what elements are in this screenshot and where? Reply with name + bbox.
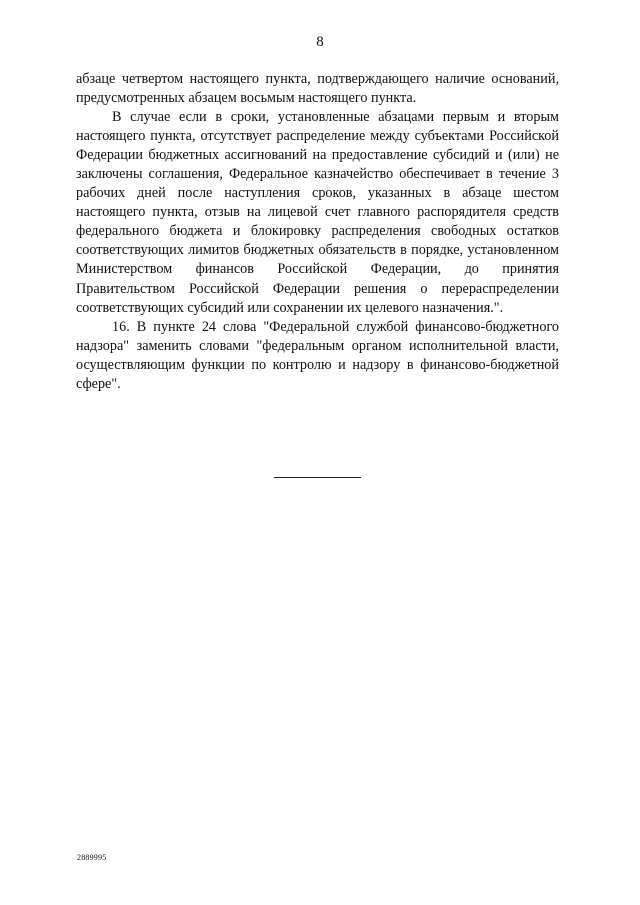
paragraph-item-16: 16. В пункте 24 слова "Федеральной службой финансово-бюджетного надзора" заменить словами "федеральным органом исполнительной власти, осуществляющим функции по контролю и надзору в финансово-бюджетной сфере". <box>76 318 559 392</box>
paragraph-continuation: абзаце четвертом настоящего пункта, подтверждающего наличие оснований, предусмотренных абзацем восьмым настоящего пункта. <box>76 71 559 107</box>
paragraph-treasury-provision: В случае если в сроки, установленные абзацами первым и вторым настоящего пункта, отсутствует распределение между субъектами Российской Федерации бюджетных ассигнований на предоставление субсидий и (или) не заключены соглашения, Федеральное казначейство обеспечивает в течение 3 рабочих дней после наступления сроков, указанных в абзаце шестом настоящего пункта, отзыв на лицевой счет главного распорядителя средств федерального бюджета и блокировку распределения свободных остатков соответствующих лимитов бюджетных обязательств в порядке, установленном Министерством финансов Российской Федерации, до принятия Правительством Российской Федерации решения о перераспределении соответствующих субсидий или сохранении их целевого назначения.". <box>76 109 559 316</box>
document-code: 2889995 <box>77 853 107 862</box>
document-body <box>76 70 559 394</box>
end-divider-line <box>274 477 361 478</box>
page-number: 8 <box>316 34 324 50</box>
